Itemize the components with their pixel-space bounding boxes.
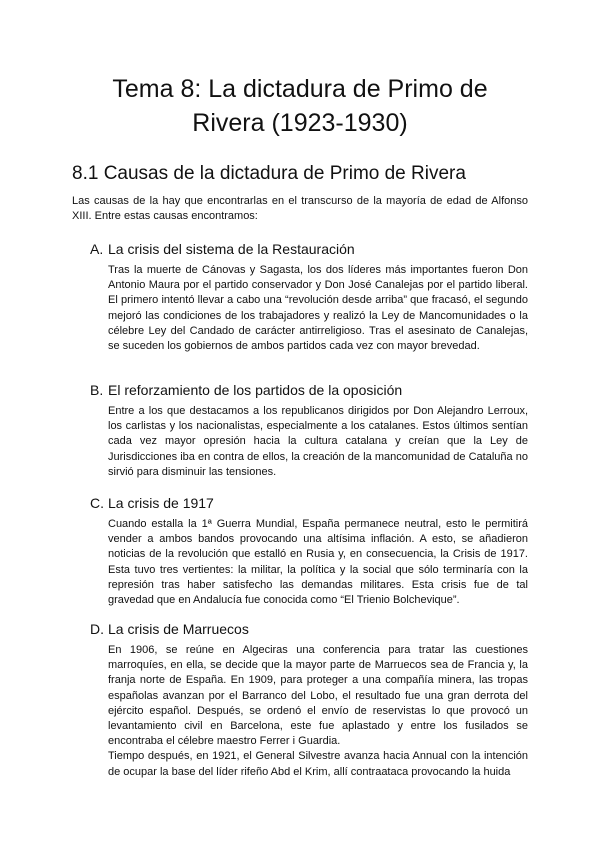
subsection-title: La crisis de Marruecos <box>108 621 249 637</box>
subsection-body-a <box>108 263 528 354</box>
subsection-letter: A. <box>90 241 104 257</box>
subsection-body-b <box>108 404 528 480</box>
subsection-letter: D. <box>90 621 104 637</box>
subsection-heading-b <box>90 381 402 399</box>
paragraph: Cuando estalla la 1ª Guerra Mundial, España permanece neutral, esto le permitirá vender a ambos bandos provocando una altísima inflación. A esto, se añadieron noticias de la revolución que estalló en Rusia y, en consecuencia, la Crisis de 1917. Esta tuvo tres vertientes: la militar, la política y la social que sólo terminaría con la represión tras haber satisfecho las demandas militares. Esta crisis fue de tal gravedad que en Andalucía fue conocida como “El Trienio Bolchevique”. <box>108 518 528 607</box>
paragraph: Tras la muerte de Cánovas y Sagasta, los dos líderes más importantes fueron Don Antonio Maura por el partido conservador y Don José Canalejas por el partido liberal. El primero intentó llevar a cabo una “revolución desde arriba” que fracasó, el segundo mejoró las condiciones de los trabajadores y realizó la Ley de Mancomunidades o la célebre Ley del Candado de carácter antirreligioso. Tras el asesinato de Canalejas, se suceden los gobiernos de ambos partidos cada vez con mayor brevedad. <box>108 264 528 353</box>
subsection-title: La crisis del sistema de la Restauración <box>108 241 355 257</box>
subsection-body-c <box>108 517 528 608</box>
section-intro: Las causas de la hay que encontrarlas en el transcurso de la mayoría de edad de Alfonso XIII. Entre estas causas encontramos: <box>72 195 528 222</box>
subsection-heading-c <box>90 494 214 512</box>
subsection-heading-d <box>90 620 249 638</box>
subsection-heading-a <box>90 240 355 258</box>
subsection-body-d <box>108 643 528 780</box>
title-line-1: Tema 8: La dictadura de Primo de <box>112 75 488 103</box>
title-line-2: Rivera (1923-1930) <box>192 109 408 137</box>
paragraph: Entre a los que destacamos a los republicanos dirigidos por Don Alejandro Lerroux, los carlistas y los nacionalistas, especialmente a los catalanes. Estos últimos sentían cada vez mayor opresión hacia la cultura catalana y creían que la Ley de Jurisdicciones iba en contra de ellos, la creación de la mancomunidad de Cataluña no sirvió para disminuir las tensiones. <box>108 405 528 478</box>
paragraph: En 1906, se reúne en Algeciras una conferencia para tratar las cuestiones marroquíes, en ella, se decide que la mayor parte de Marruecos sea de Francia y, la franja norte de España. En 1909, para proteger a una compañía minera, las tropas españolas avanzan por el Barranco del Lobo, el resultado fue una gran derrota del ejército español. Después, se ordenó el envío de reservistas lo que provocó un levantamiento civil en Barcelona, este fue aplastado y entre los fusilados se encontraba el célebre maestro Ferrer i Guardia. <box>108 644 528 748</box>
subsection-letter: B. <box>90 382 104 398</box>
subsection-title: El reforzamiento de los partidos de la oposición <box>108 382 403 398</box>
section-heading: 8.1 Causas de la dictadura de Primo de Rivera <box>72 163 466 184</box>
page-title <box>60 72 540 140</box>
subsection-letter: C. <box>90 495 104 511</box>
subsection-title: La crisis de 1917 <box>108 495 214 511</box>
paragraph: Tiempo después, en 1921, el General Silvestre avanza hacia Annual con la intención de ocupar la base del líder rifeño Abd el Krim, allí contraataca provocando la huida <box>108 750 528 778</box>
